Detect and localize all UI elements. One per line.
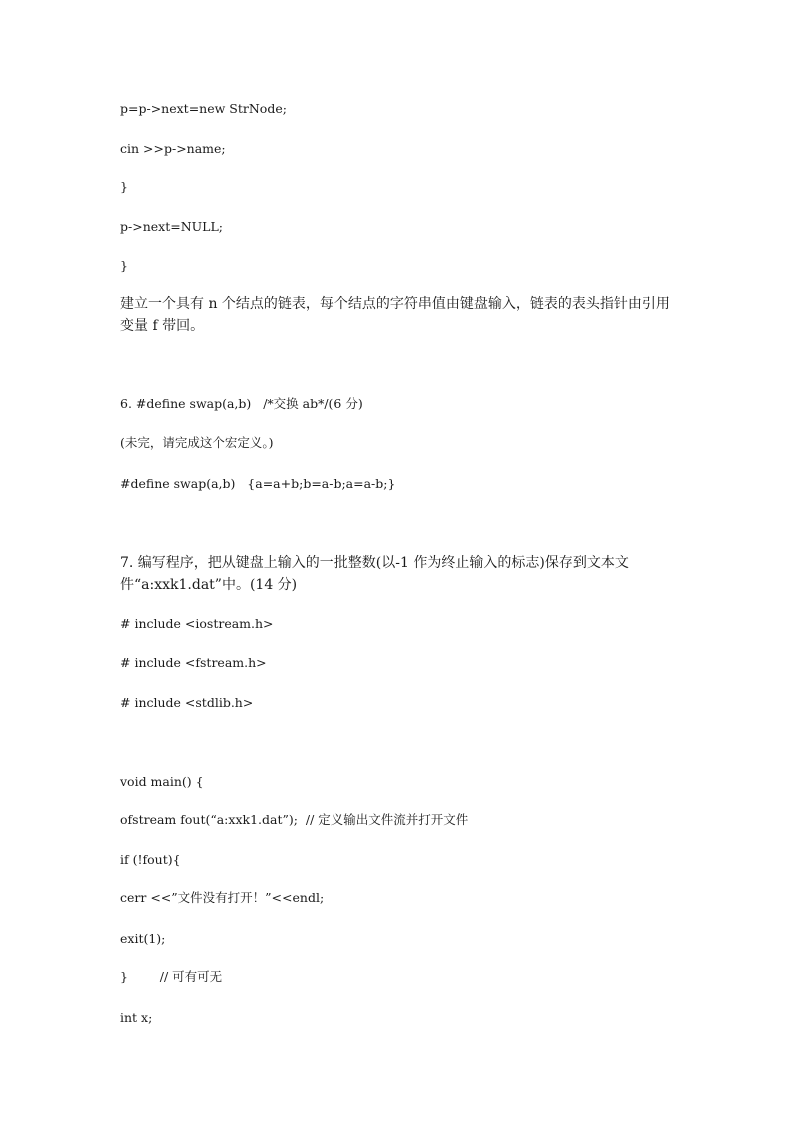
code-line: # include <fstream.h> (120, 655, 267, 670)
code-line: # include <stdlib.h> (120, 695, 254, 710)
code-line: p->next=NULL; (120, 219, 223, 234)
code-line: if (!fout){ (120, 852, 181, 867)
code-line: p=p->next=new StrNode; (120, 101, 287, 116)
code-line: cin >>p->name; (120, 141, 226, 156)
code-line: void main() { (120, 774, 204, 789)
code-line: int x; (120, 1010, 153, 1025)
code-line: ofstream fout(“a:xxk1.dat”); // 定义输出文件流并打开文件 (120, 812, 469, 827)
question-7-heading: 7. 编写程序，把从键盘上输入的一批整数(以-1 作为终止输入的标志)保存到文本文件“a:xxk1.dat”中。(14 分) (120, 555, 629, 593)
paragraph-linked-list-description: 建立一个具有 n 个结点的链表，每个结点的字符串值由键盘输入，链表的表头指针由引用变量 f 带回。 (120, 296, 670, 334)
code-line: } // 可有可无 (120, 969, 223, 984)
code-line: #define swap(a,b) {a=a+b;b=a-b;a=a-b;} (120, 476, 396, 491)
instruction-note: (未完，请完成这个宏定义。) (120, 435, 274, 450)
question-6-heading: 6. #define swap(a,b) /*交换 ab*/(6 分) (120, 396, 363, 411)
code-line: cerr <<”文件没有打开！”<<endl; (120, 890, 325, 905)
code-line: } (120, 258, 128, 273)
code-line: exit(1); (120, 931, 166, 946)
code-line: } (120, 179, 128, 194)
code-line: # include <iostream.h> (120, 616, 274, 631)
